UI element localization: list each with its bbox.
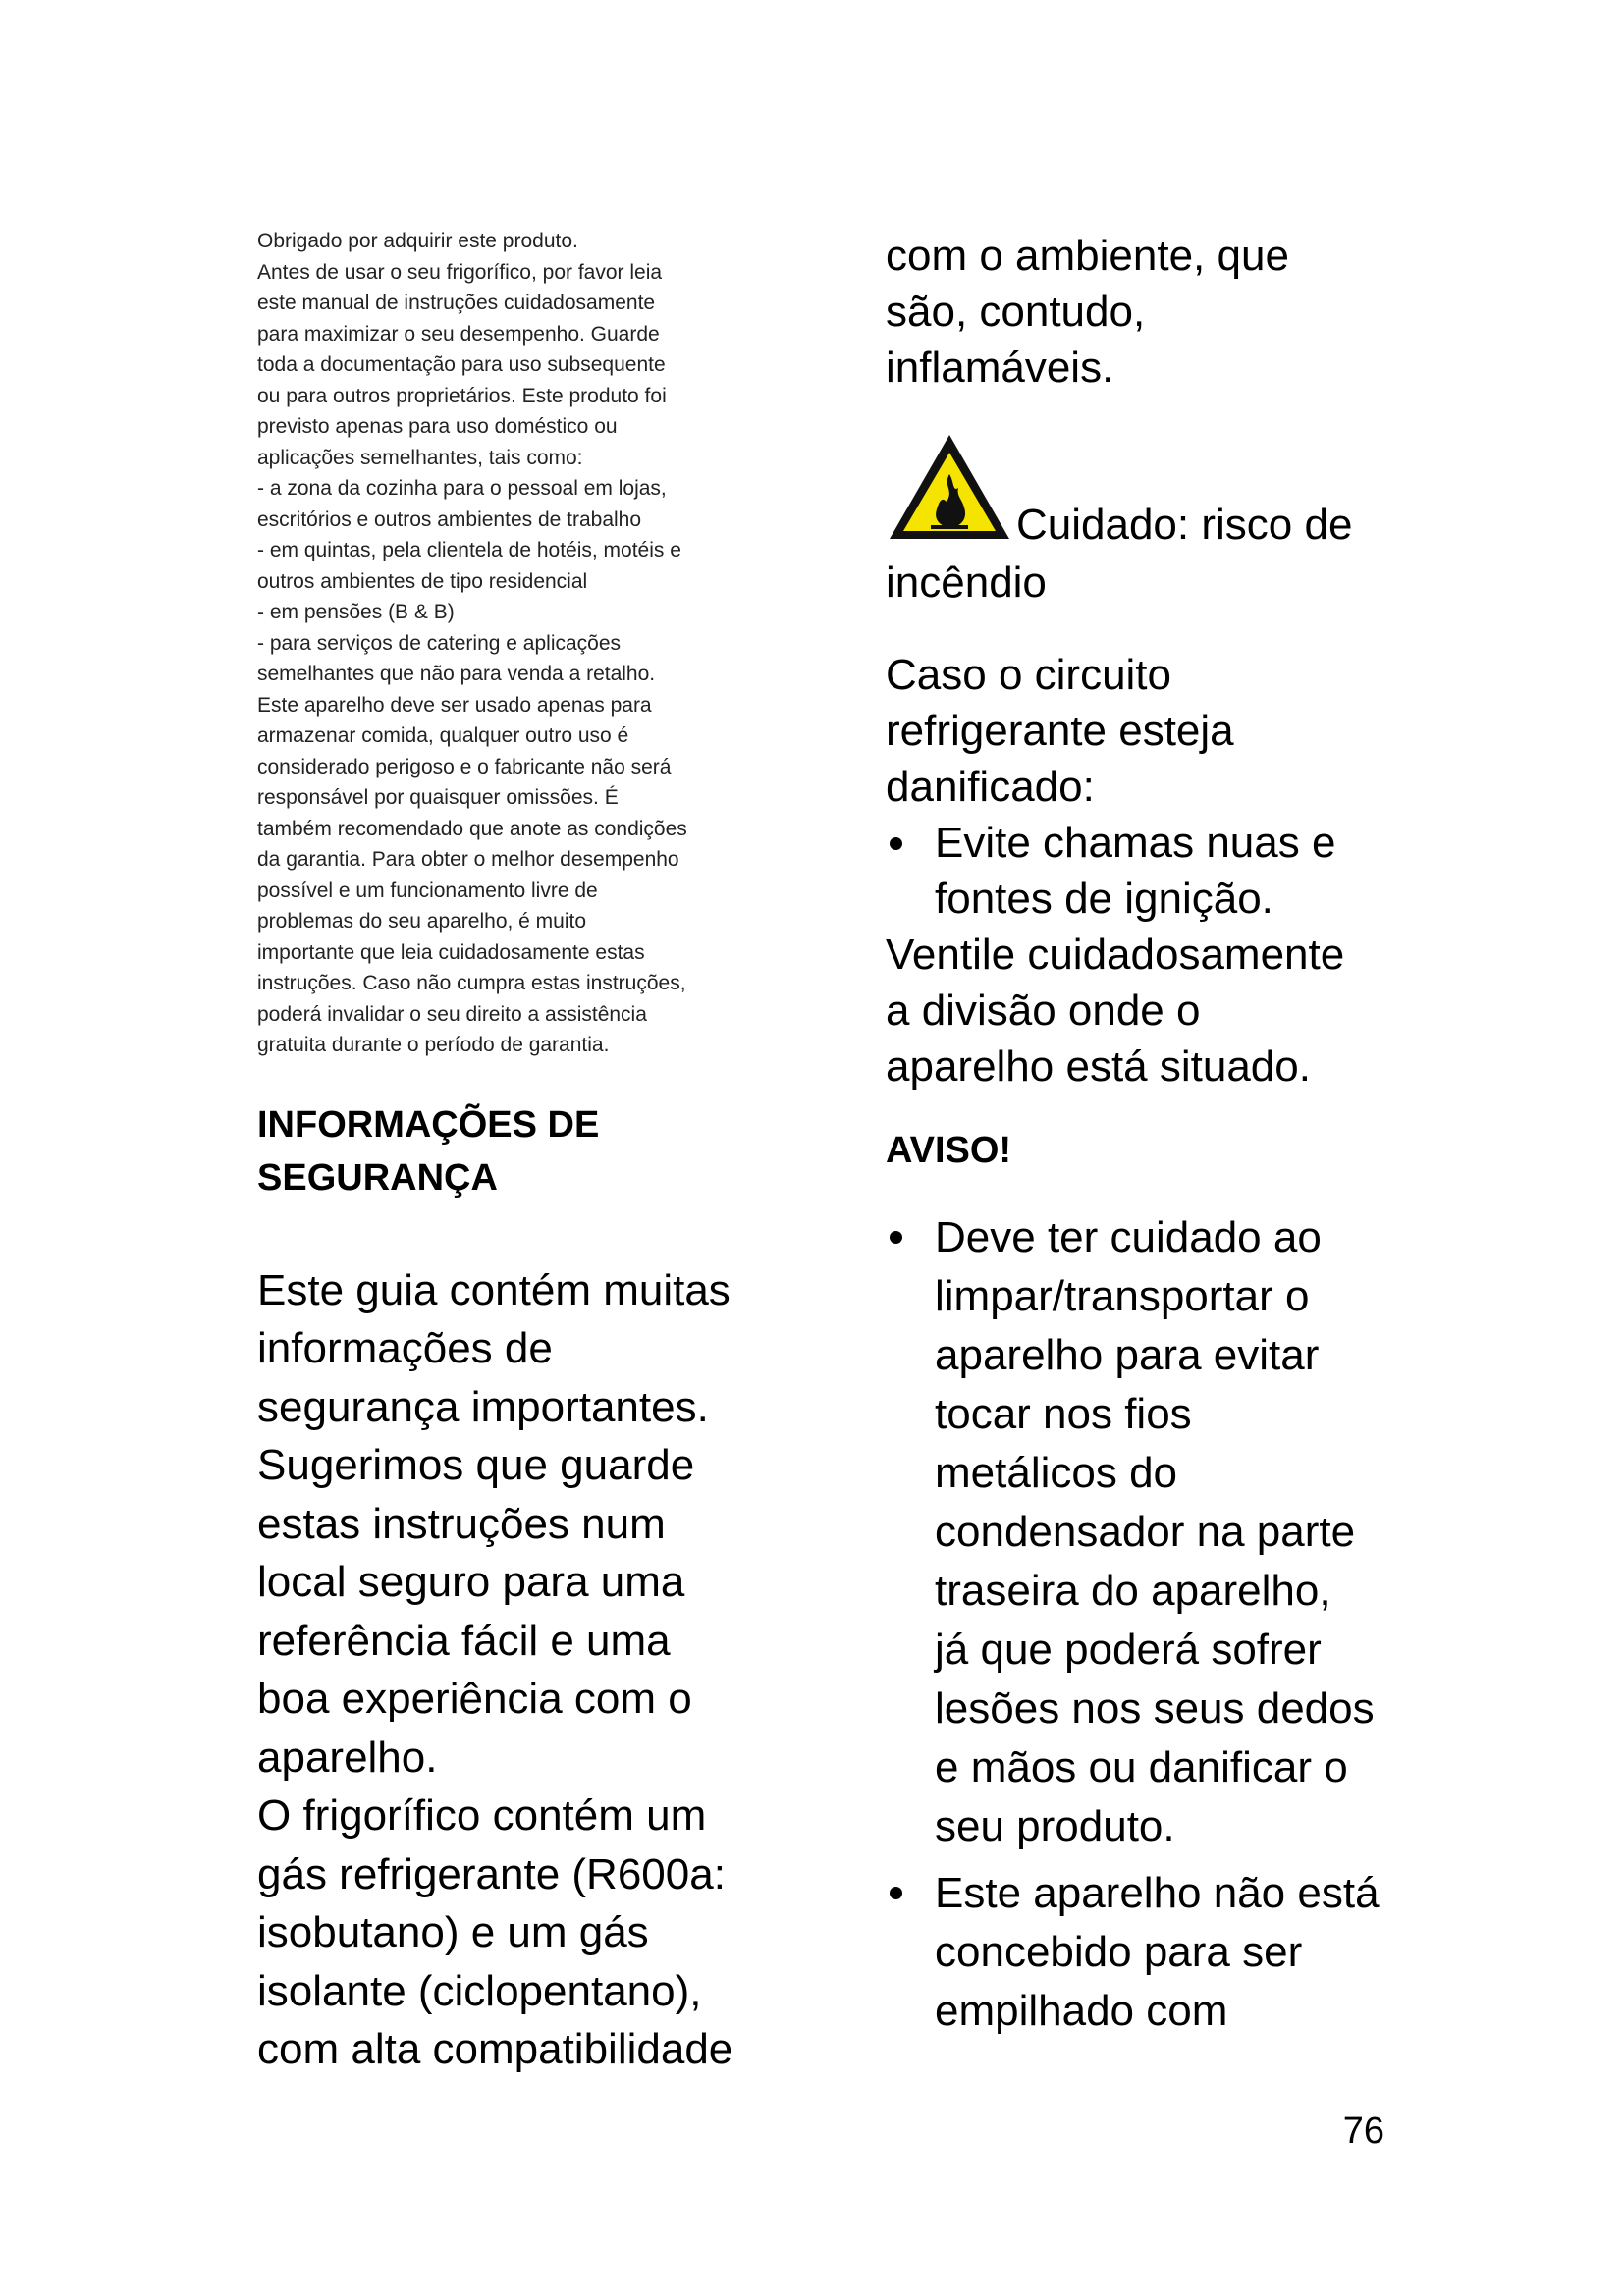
warning-bullet-list [886,1208,1396,2041]
bullet-icon [890,837,902,850]
ventilate-text: Ventile cuidadosamente a divisão onde o aparelho está situado. [886,931,1345,1091]
continuation-text: com o ambiente, que são, contudo, inflamáveis. [886,232,1289,392]
flammable-warning-icon [886,431,1013,544]
list-item [886,815,1396,927]
left-column [257,226,768,2079]
bullet-icon [890,1887,902,1899]
caution-label-line2: incêndio [886,559,1047,607]
section-heading: INFORMAÇÕES DE SEGURANÇA [257,1103,600,1199]
circuit-intro: Caso o circuito refrigerante esteja danificado: [886,651,1234,811]
right-column [886,228,1396,2041]
list-item [886,1208,1396,1856]
bullet-text: Este aparelho não está concebido para ser empilhado com [935,1869,1380,2035]
warning-heading: AVISO! [886,1130,1012,1171]
caution-label-line1: Cuidado: risco de [1016,501,1353,549]
circuit-bullet-list [886,815,1396,927]
safety-intro-text: Este guia contém muitas informações de segurança importantes. Sugerimos que guarde estas instruções num local seguro para uma referência fácil e uma boa experiência com o aparelho. O frigorífico contém um gás refrigerante (R600a: isobutano) e um gás isolante (ciclopentano), com alta compatibilidade [257,1265,733,2073]
list-item [886,1864,1396,2041]
fire-caution [886,431,1396,612]
intro-paragraph: Obrigado por adquirir este produto. Antes de usar o seu frigorífico, por favor leia este manual de instruções cuidadosamente para maximizar o seu desempenho. Guarde toda a documentação para uso subsequente ou para outros proprietários. Este produto foi previsto apenas para uso doméstico ou aplicações semelhantes, tais como: - a zona da cozinha para o pessoal em lojas, escritórios e outros ambientes de trabalho - em quintas, pela clientela de hotéis, motéis e outros ambientes de tipo residencial - em pensões (B & B) - para serviços de catering e aplicações semelhantes que não para venda a retalho. Este aparelho deve ser usado apenas para armazenar comida, qualquer outro uso é considerado perigoso e o fabricante não será responsável por quaisquer omissões. É também recomendado que anote as condições da garantia. Para obter o melhor desempenho possível e um funcionamento livre de problemas do seu aparelho, é muito importante que leia cuidadosamente estas instruções. Caso não cumpra estas instruções, poderá invalidar o seu direito a assistência gratuita durante o período de garantia. [257,230,687,1056]
page-number: 76 [1342,2110,1384,2152]
bullet-text: Evite chamas nuas e fontes de ignição. [935,819,1336,923]
bullet-text: Deve ter cuidado ao limpar/transportar o aparelho para evitar tocar nos fios metálicos do condensador na parte traseira do aparelho, já que poderá sofrer lesões nos seus dedos e mãos ou danificar o seu produto. [935,1213,1375,1850]
bullet-icon [890,1231,902,1244]
